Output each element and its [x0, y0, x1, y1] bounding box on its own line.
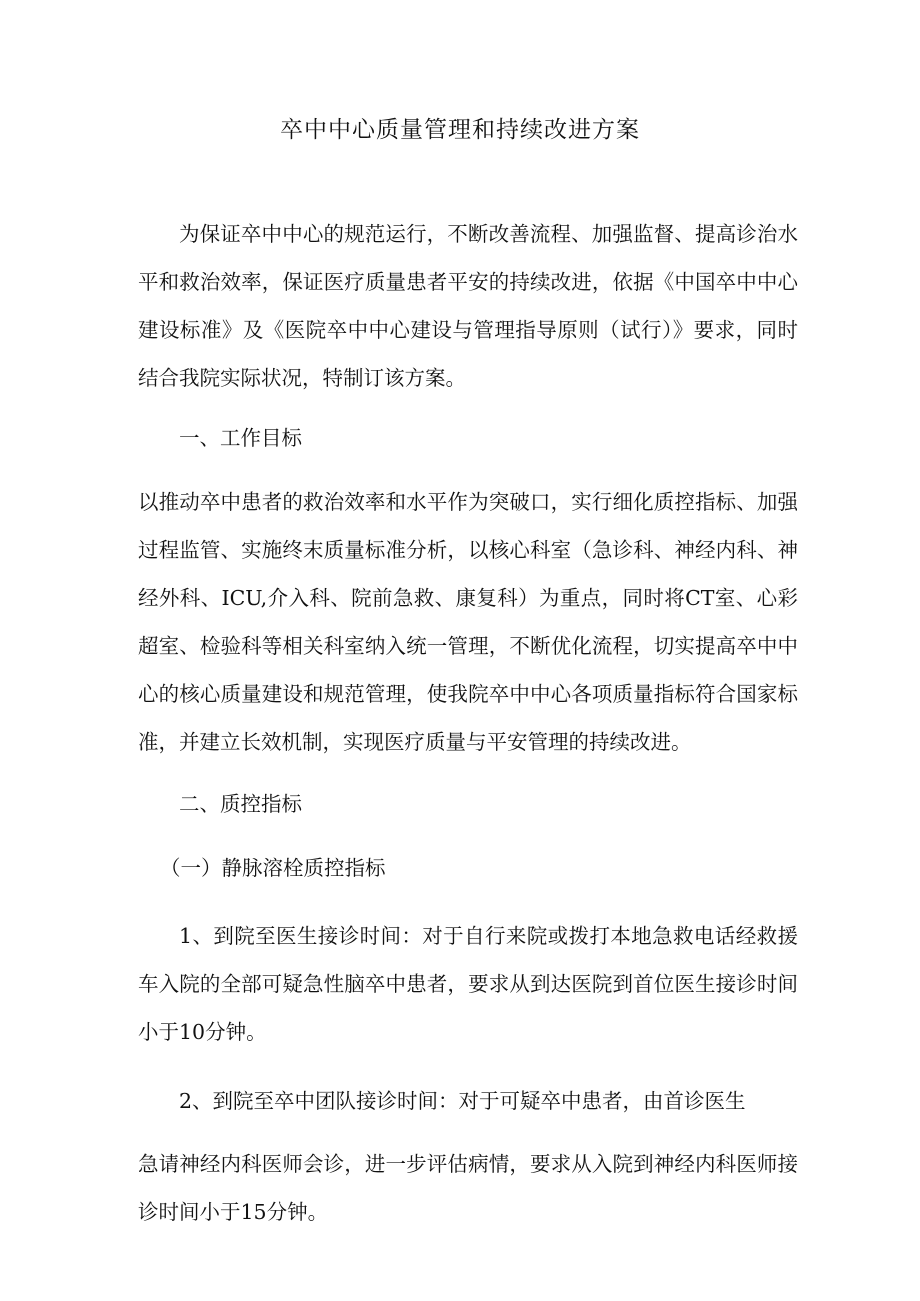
indicator-item-2-line-2: 急请神经内科医师会诊，进一步评估病情，要求从入院到神经内科医师接诊时间小于15分钟。	[138, 1152, 798, 1224]
section-heading-goals: 一、工作目标	[179, 426, 302, 450]
subsection-heading-thrombolysis: （一）静脉溶栓质控指标	[160, 856, 386, 880]
intro-paragraph: 为保证卒中中心的规范运行，不断改善流程、加强监督、提高诊治水平和救治效率，保证医疗质量患者平安的持续改进，依据《中国卒中中心建设标准》及《医院卒中中心建设与管理指导原则（试行）》要求，同时结合我院实际状况，特制订该方案。	[138, 222, 798, 390]
goals-paragraph: 以推动卒中患者的救治效率和水平作为突破口，实行细化质控指标、加强过程监管、实施终末质量标准分析，以核心科室（急诊科、神经内科、神经外科、ICU,介入科、院前急救、康复科）为重点，同时将CT室、心彩超室、检验科等相关科室纳入统一管理，不断优化流程，切实提高卒中中心的核心质量建设和规范管理，使我院卒中中心各项质量指标符合国家标准，并建立长效机制，实现医疗质量与平安管理的持续改进。	[138, 490, 798, 754]
document-title: 卒中中心质量管理和持续改进方案	[280, 117, 640, 143]
indicator-item-2-line-1: 2、到院至卒中团队接诊时间：对于可疑卒中患者，由首诊医生	[179, 1089, 746, 1113]
section-heading-indicators: 二、质控指标	[179, 792, 302, 816]
indicator-item-1: 1、到院至医生接诊时间：对于自行来院或拨打本地急救电话经救援车入院的全部可疑急性脑卒中患者，要求从到达医院到首位医生接诊时间小于10分钟。	[138, 924, 798, 1044]
